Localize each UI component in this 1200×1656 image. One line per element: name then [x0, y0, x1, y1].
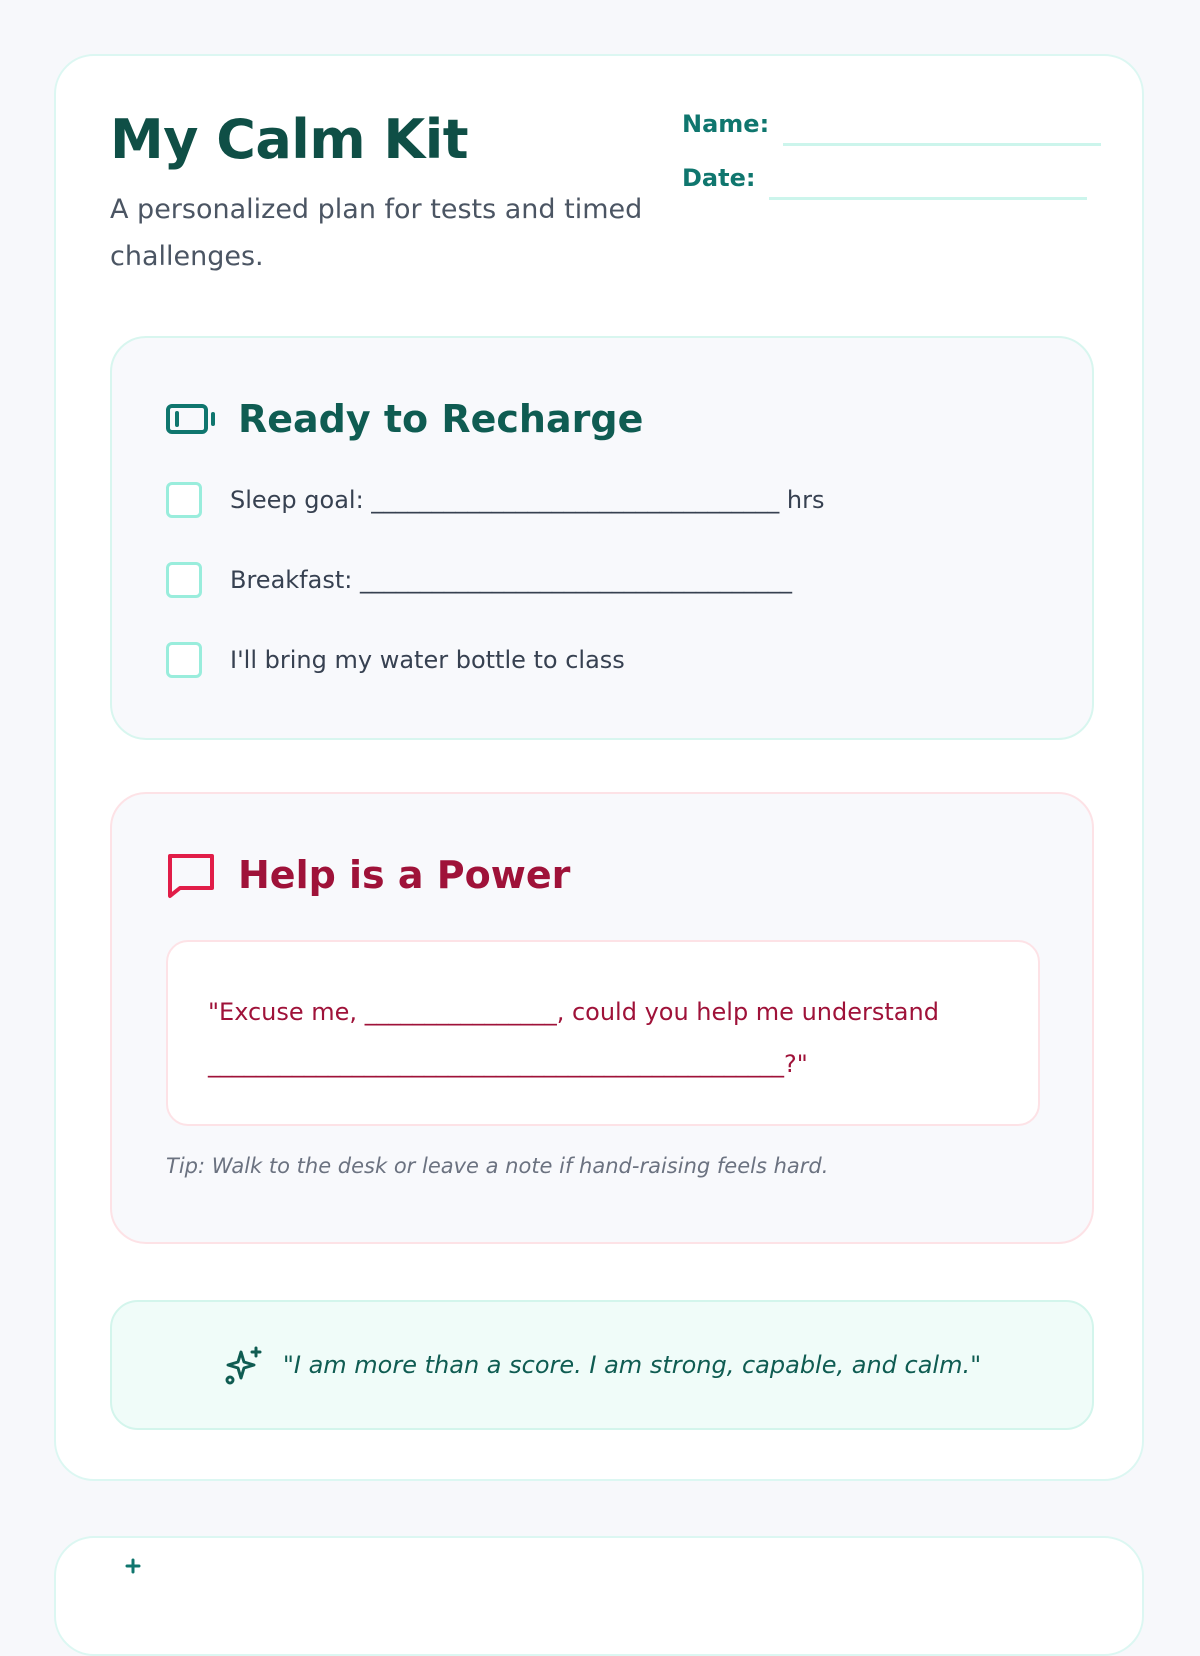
checkbox[interactable]	[166, 482, 202, 518]
battery-icon	[166, 394, 216, 444]
help-script-line-2: ________________________________________________?"	[208, 1050, 808, 1078]
message-square-icon	[166, 850, 216, 900]
affirmation-banner	[110, 1300, 1094, 1430]
name-field[interactable]	[682, 110, 1101, 138]
affirmation-text: "I am more than a score. I am strong, capable, and calm."	[282, 1351, 982, 1379]
help-tip: Tip: Walk to the desk or leave a note if hand-raising feels hard.	[166, 1154, 829, 1178]
date-label: Date:	[682, 164, 756, 192]
next-card	[54, 1536, 1144, 1656]
recharge-panel	[110, 336, 1094, 740]
checkbox[interactable]	[166, 562, 202, 598]
checkbox[interactable]	[166, 642, 202, 678]
name-line[interactable]	[783, 142, 1101, 146]
checklist-item-sleep[interactable]	[166, 482, 825, 518]
checklist-item-label: Sleep goal: __________________________________ hrs	[230, 486, 825, 514]
page-title: My Calm Kit	[110, 108, 469, 171]
recharge-title: Ready to Recharge	[238, 397, 644, 441]
date-line[interactable]	[769, 196, 1087, 200]
sparkles-icon	[223, 1344, 265, 1386]
checklist-item-breakfast[interactable]	[166, 562, 792, 598]
help-header	[166, 850, 570, 900]
name-label: Name:	[682, 110, 770, 138]
recharge-header	[166, 394, 643, 444]
help-title: Help is a Power	[238, 853, 571, 897]
checklist-item-label: Breakfast: ____________________________________	[230, 566, 792, 594]
help-script-line-1: "Excuse me, ________________, could you help me understand	[208, 998, 939, 1026]
calm-kit-card	[54, 54, 1144, 1481]
checklist-item-water[interactable]	[166, 642, 625, 678]
date-field[interactable]	[682, 164, 1087, 192]
sparkles-icon	[116, 1558, 150, 1592]
help-script-box[interactable]	[166, 940, 1040, 1126]
page-subtitle: A personalized plan for tests and timed challenges.	[110, 194, 643, 272]
checklist-item-label: I'll bring my water bottle to class	[230, 646, 625, 674]
help-panel	[110, 792, 1094, 1244]
